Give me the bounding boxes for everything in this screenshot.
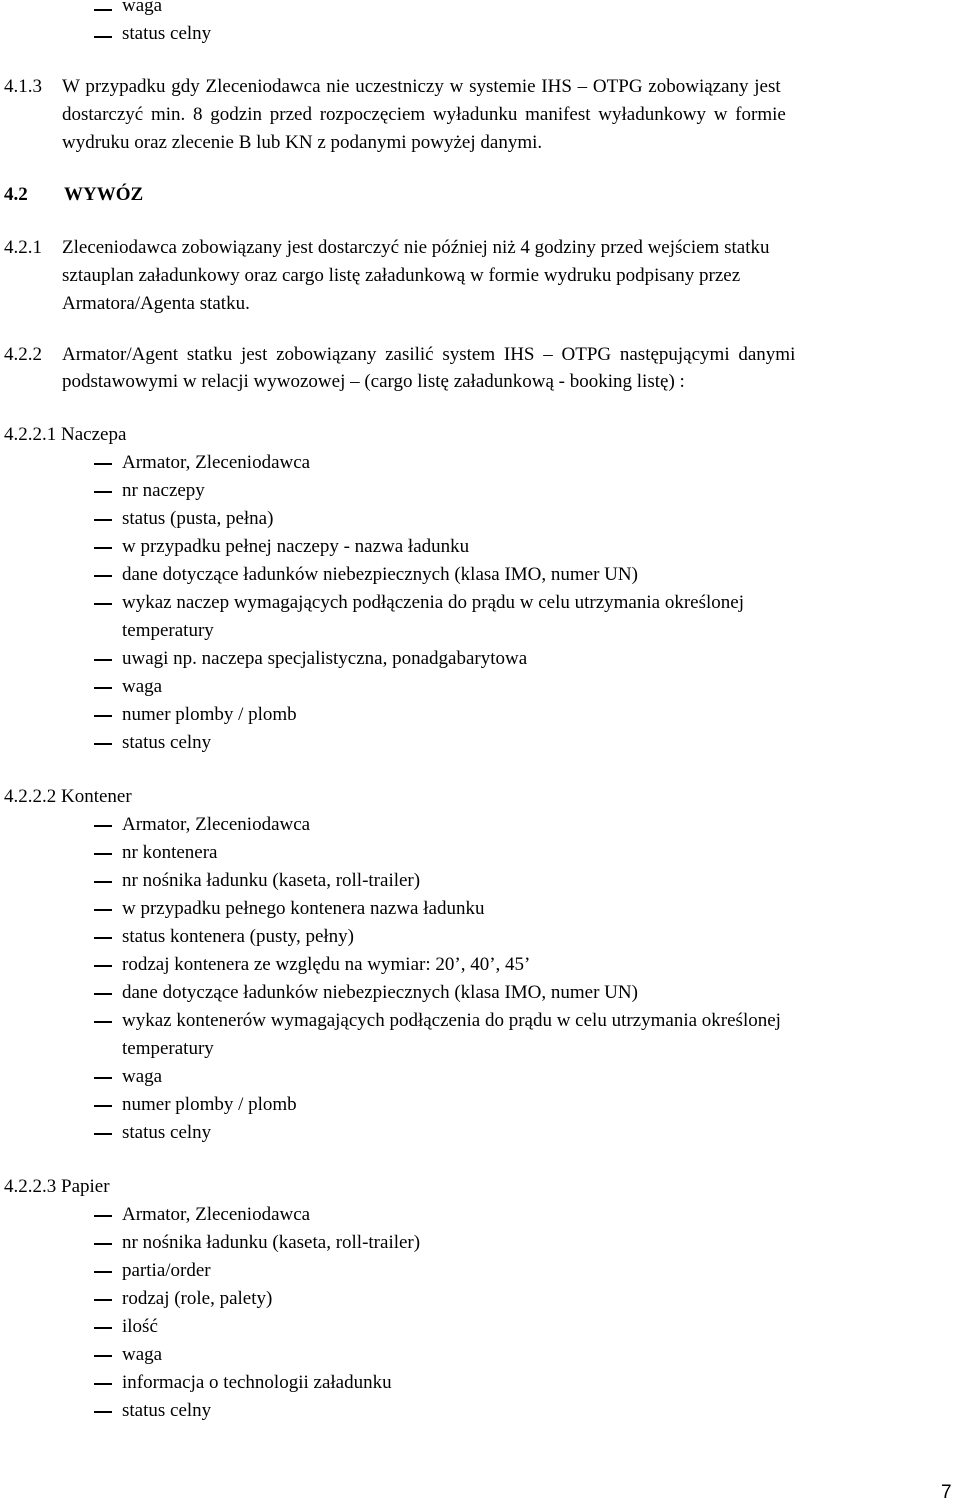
paragraph-line: Armatora/Agenta statku. (62, 293, 250, 314)
bullet-dash (94, 603, 112, 605)
bullet-dash (94, 1133, 112, 1135)
list-item: wykaz kontenerów wymagających podłączenia do prądu w celu utrzymania określonej (122, 1010, 781, 1031)
bullet-dash (94, 1411, 112, 1413)
list-item: status kontenera (pusty, pełny) (122, 926, 354, 947)
bullet-dash (94, 853, 112, 855)
subsection-heading: 4.2.2.1 Naczepa (4, 424, 127, 445)
list-item: status celny (122, 23, 212, 44)
list-item: wykaz naczep wymagających podłączenia do prądu w celu utrzymania określonej (122, 592, 744, 613)
bullet-dash (94, 909, 112, 911)
list-item: nr nośnika ładunku (kaseta, roll-trailer) (122, 870, 421, 891)
bullet-dash (94, 1327, 112, 1329)
bullet-dash (94, 519, 112, 521)
list-item-continuation: temperatury (122, 620, 214, 641)
paragraph-line: sztauplan załadunkowy oraz cargo listę załadunkową w formie wydruku podpisany przez (62, 265, 741, 286)
subsection-heading: 4.2.2.2 Kontener (4, 786, 132, 807)
bullet-dash (94, 1271, 112, 1273)
section-number: 4.2 (4, 184, 28, 205)
paragraph-line: Armator/Agent statku jest zobowiązany zasilić system IHS – OTPG następującymi danymi (62, 344, 796, 365)
list-item: waga (122, 676, 163, 697)
list-item: nr nośnika ładunku (kaseta, roll-trailer) (122, 1232, 421, 1253)
paragraph-line: podstawowymi w relacji wywozowej – (cargo listę załadunkową - booking listę) : (62, 371, 685, 392)
list-item: Armator, Zleceniodawca (122, 452, 311, 473)
list-item: w przypadku pełnej naczepy - nazwa ładunku (122, 536, 470, 557)
list-item: dane dotyczące ładunków niebezpiecznych (klasa IMO, numer UN) (122, 982, 638, 1003)
list-item: status celny (122, 732, 212, 753)
bullet-dash (94, 937, 112, 939)
section-number: 4.1.3 (4, 76, 42, 97)
list-item: nr kontenera (122, 842, 218, 863)
bullet-dash (94, 547, 112, 549)
list-item: numer plomby / plomb (122, 1094, 297, 1115)
list-item: partia/order (122, 1260, 211, 1281)
list-item: ilość (122, 1316, 158, 1337)
paragraph-line: dostarczyć min. 8 godzin przed rozpoczęciem wyładunku manifest wyładunkowy w formie (62, 104, 786, 125)
list-item: nr naczepy (122, 480, 205, 501)
paragraph-line: W przypadku gdy Zleceniodawca nie uczestniczy w systemie IHS – OTPG zobowiązany jest (62, 76, 781, 97)
paragraph-line: wydruku oraz zlecenie B lub KN z podanymi powyżej danymi. (62, 132, 543, 153)
bullet-dash (94, 687, 112, 689)
list-item: waga (122, 0, 163, 16)
bullet-dash (94, 1383, 112, 1385)
bullet-dash (94, 9, 112, 11)
bullet-dash (94, 1215, 112, 1217)
list-item: numer plomby / plomb (122, 704, 297, 725)
bullet-dash (94, 993, 112, 995)
list-item: uwagi np. naczepa specjalistyczna, ponadgabarytowa (122, 648, 528, 669)
list-item: dane dotyczące ładunków niebezpiecznych (klasa IMO, numer UN) (122, 564, 638, 585)
bullet-dash (94, 743, 112, 745)
bullet-dash (94, 659, 112, 661)
section-number: 4.2.1 (4, 237, 42, 258)
bullet-dash (94, 1105, 112, 1107)
bullet-dash (94, 965, 112, 967)
bullet-dash (94, 1243, 112, 1245)
bullet-dash (94, 575, 112, 577)
list-item-continuation: temperatury (122, 1038, 214, 1059)
list-item: status celny (122, 1400, 212, 1421)
page-number: 7 (941, 1482, 952, 1503)
list-item: status celny (122, 1122, 212, 1143)
section-heading: WYWÓZ (64, 184, 144, 205)
bullet-dash (94, 36, 112, 38)
bullet-dash (94, 881, 112, 883)
list-item: w przypadku pełnego kontenera nazwa ładunku (122, 898, 485, 919)
bullet-dash (94, 825, 112, 827)
bullet-dash (94, 463, 112, 465)
bullet-dash (94, 1299, 112, 1301)
list-item: rodzaj (role, palety) (122, 1288, 273, 1309)
bullet-dash (94, 491, 112, 493)
bullet-dash (94, 1021, 112, 1023)
list-item: waga (122, 1066, 163, 1087)
list-item: Armator, Zleceniodawca (122, 1204, 311, 1225)
bullet-dash (94, 1077, 112, 1079)
list-item: Armator, Zleceniodawca (122, 814, 311, 835)
list-item: waga (122, 1344, 163, 1365)
subsection-heading: 4.2.2.3 Papier (4, 1176, 110, 1197)
list-item: status (pusta, pełna) (122, 508, 274, 529)
section-number: 4.2.2 (4, 344, 42, 365)
bullet-dash (94, 715, 112, 717)
paragraph-line: Zleceniodawca zobowiązany jest dostarczyć nie później niż 4 godziny przed wejściem statku (62, 237, 770, 258)
list-item: rodzaj kontenera ze względu na wymiar: 20’, 40’, 45’ (122, 954, 531, 975)
bullet-dash (94, 1355, 112, 1357)
list-item: informacja o technologii załadunku (122, 1372, 392, 1393)
